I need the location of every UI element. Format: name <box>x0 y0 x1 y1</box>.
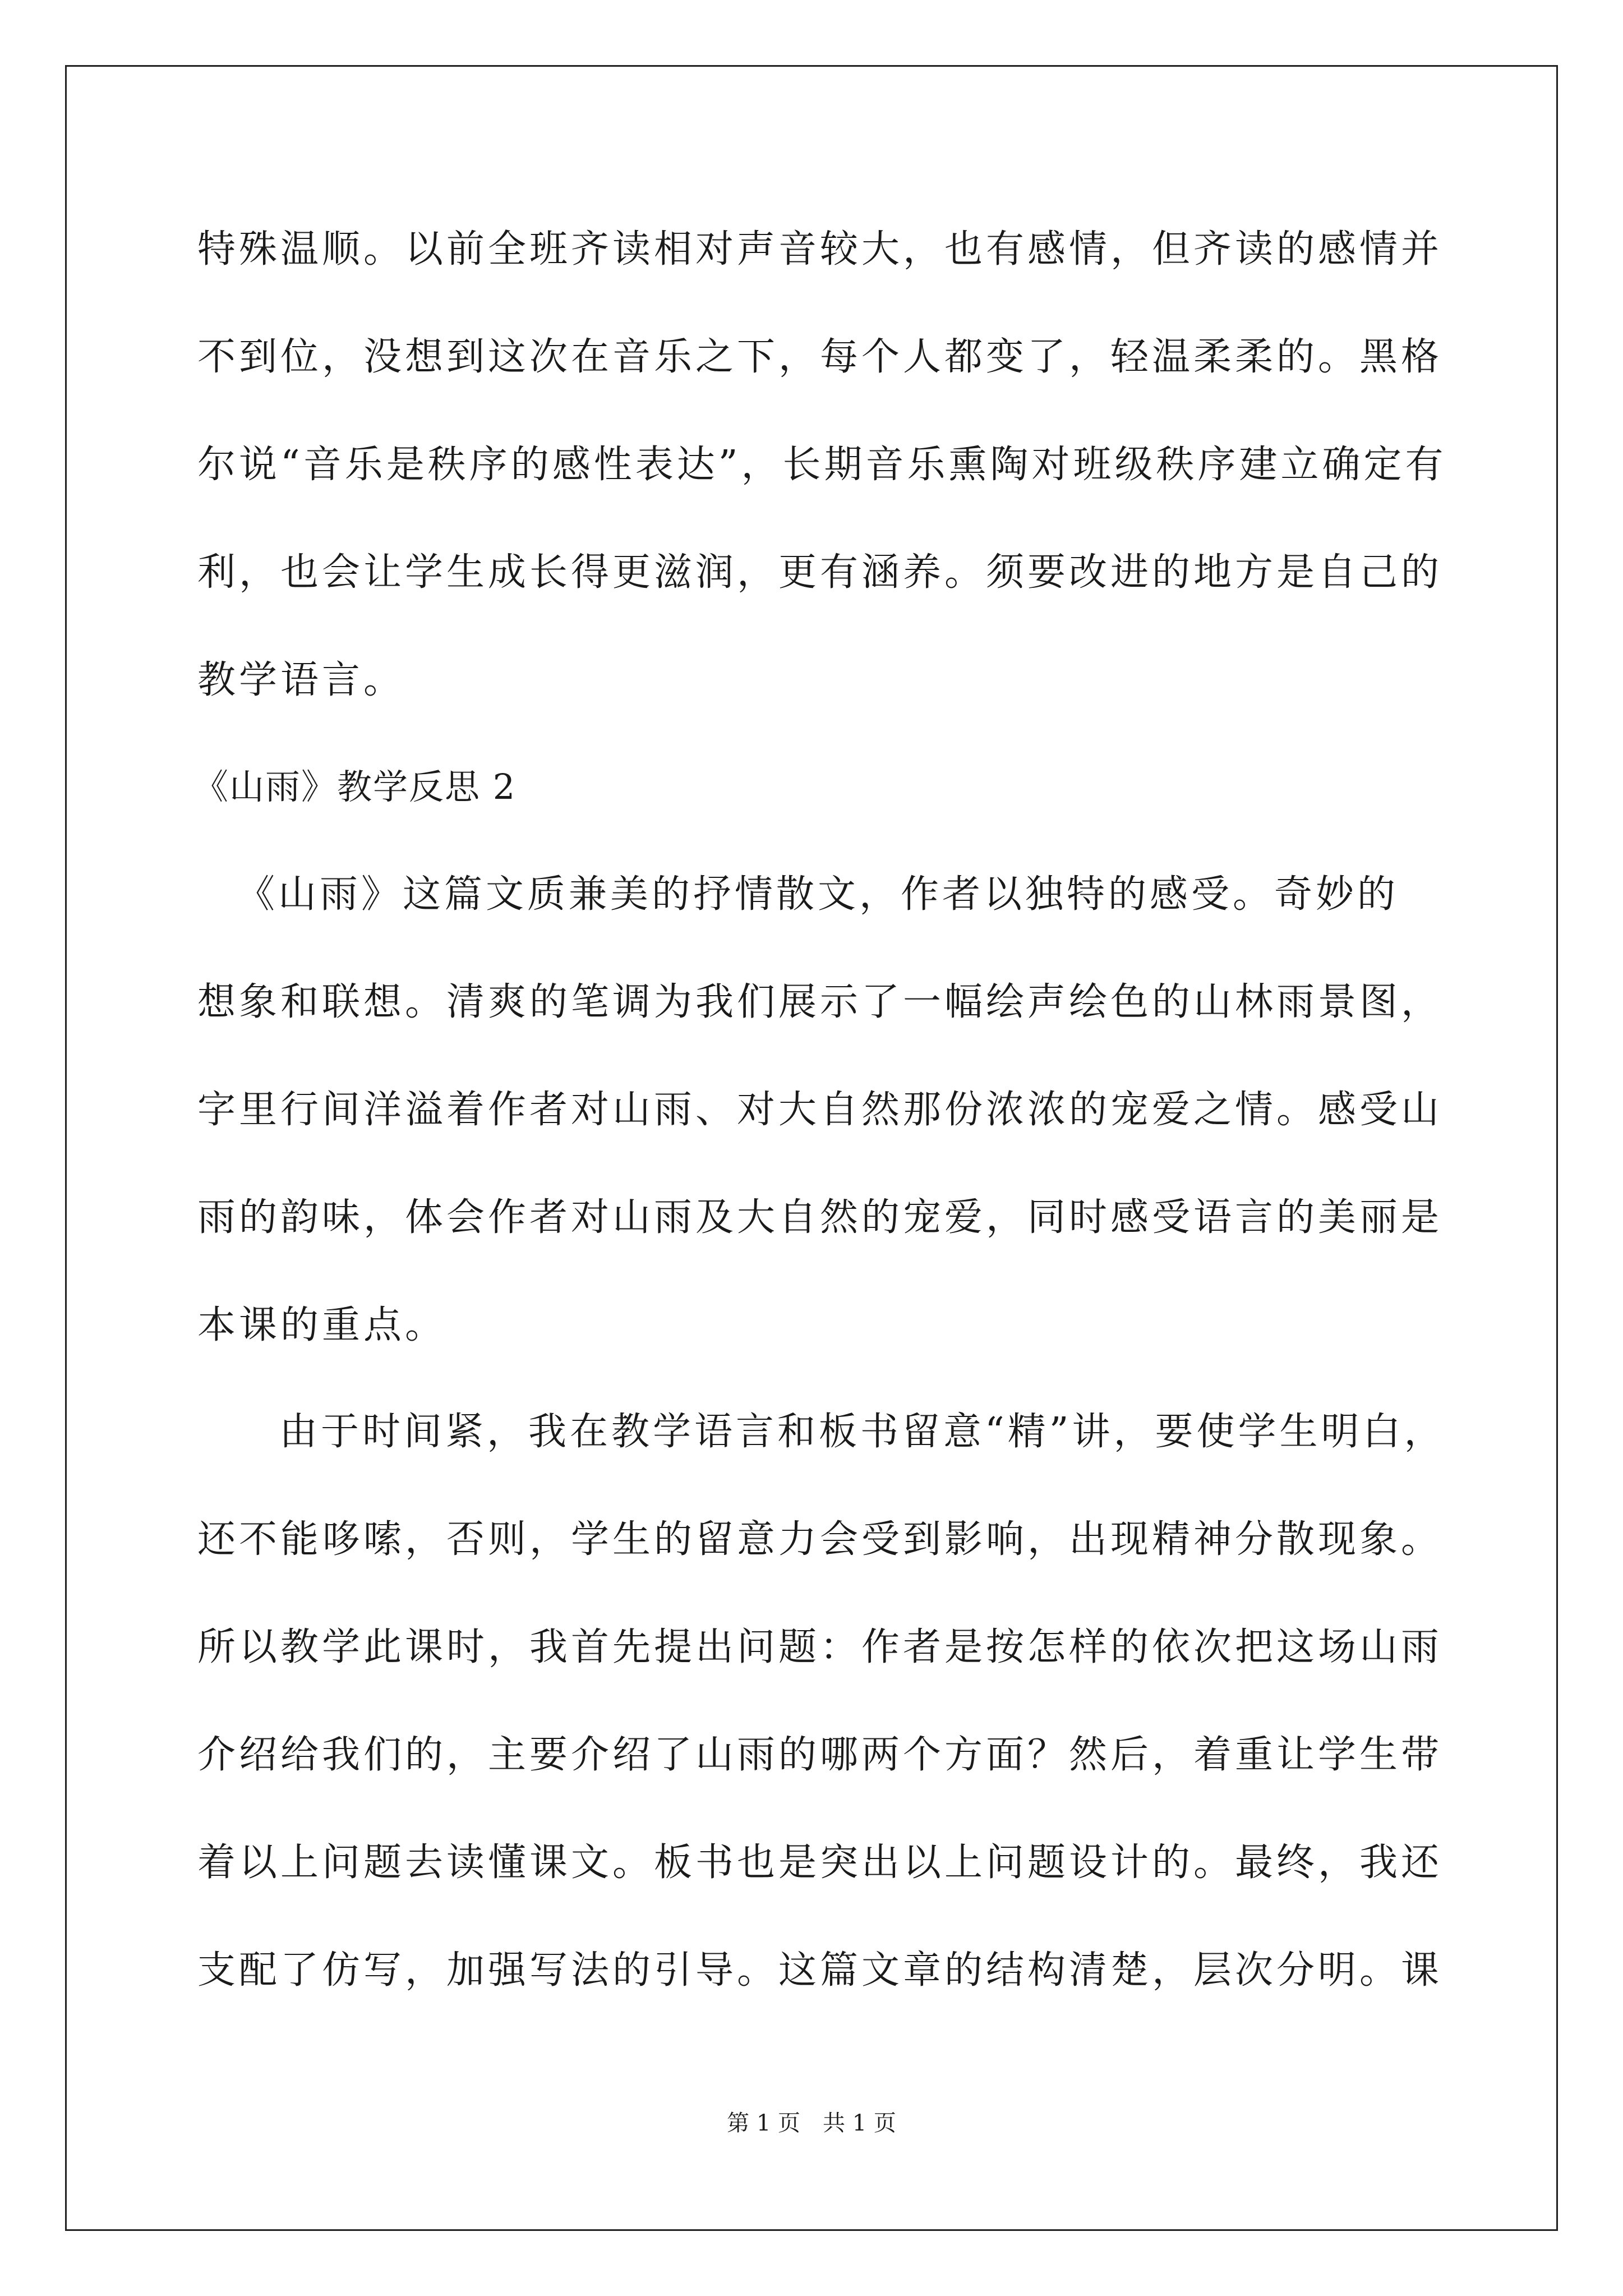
paragraph-line: 尔说“音乐是秩序的感性表达”，长期音乐熏陶对班级秩序建立确定有 <box>197 443 1447 487</box>
paragraph-line: 想象和联想。清爽的笔调为我们展示了一幅绘声绘色的山林雨景图， <box>197 980 1443 1024</box>
paragraph-line: 支配了仿写，加强写法的引导。这篇文章的结构清楚，层次分明。课 <box>197 1948 1443 1993</box>
paragraph-line: 教学语言。 <box>197 658 405 702</box>
paragraph-line: 着以上问题去读懂课文。板书也是突出以上问题设计的。最终，我还 <box>197 1841 1443 1885</box>
paragraph-line: 《山雨》这篇文质兼美的抒情散文，作者以独特的感受。奇妙的 <box>237 872 1399 917</box>
section-heading: 《山雨》教学反思 2 <box>193 766 517 807</box>
paragraph-line: 本课的重点。 <box>197 1303 447 1347</box>
paragraph-line: 利，也会让学生成长得更滋润，更有涵养。须要改进的地方是自己的 <box>197 550 1443 595</box>
paragraph-line: 字里行间洋溢着作者对山雨、对大自然那份浓浓的宠爱之情。感受山 <box>197 1088 1443 1132</box>
page-border <box>65 65 1558 2231</box>
paragraph-line: 雨的韵味，体会作者对山雨及大自然的宠爱，同时感受语言的美丽是 <box>197 1195 1443 1240</box>
paragraph-line: 特殊温顺。以前全班齐读相对声音较大，也有感情，但齐读的感情并 <box>197 227 1443 272</box>
paragraph-line: 不到位，没想到这次在音乐之下，每个人都变了，轻温柔柔的。黑格 <box>197 335 1443 379</box>
paragraph-line: 由于时间紧，我在教学语言和板书留意“精”讲，要使学生明白， <box>279 1410 1446 1454</box>
paragraph-line: 还不能哆嗦，否则，学生的留意力会受到影响，出现精神分散现象。 <box>197 1517 1443 1562</box>
paragraph-line: 介绍给我们的，主要介绍了山雨的哪两个方面？然后，着重让学生带 <box>197 1733 1443 1777</box>
paragraph-line: 所以教学此课时，我首先提出问题：作者是按怎样的依次把这场山雨 <box>197 1625 1443 1669</box>
page-number-footer: 第 1 页 共 1 页 <box>727 2110 896 2136</box>
